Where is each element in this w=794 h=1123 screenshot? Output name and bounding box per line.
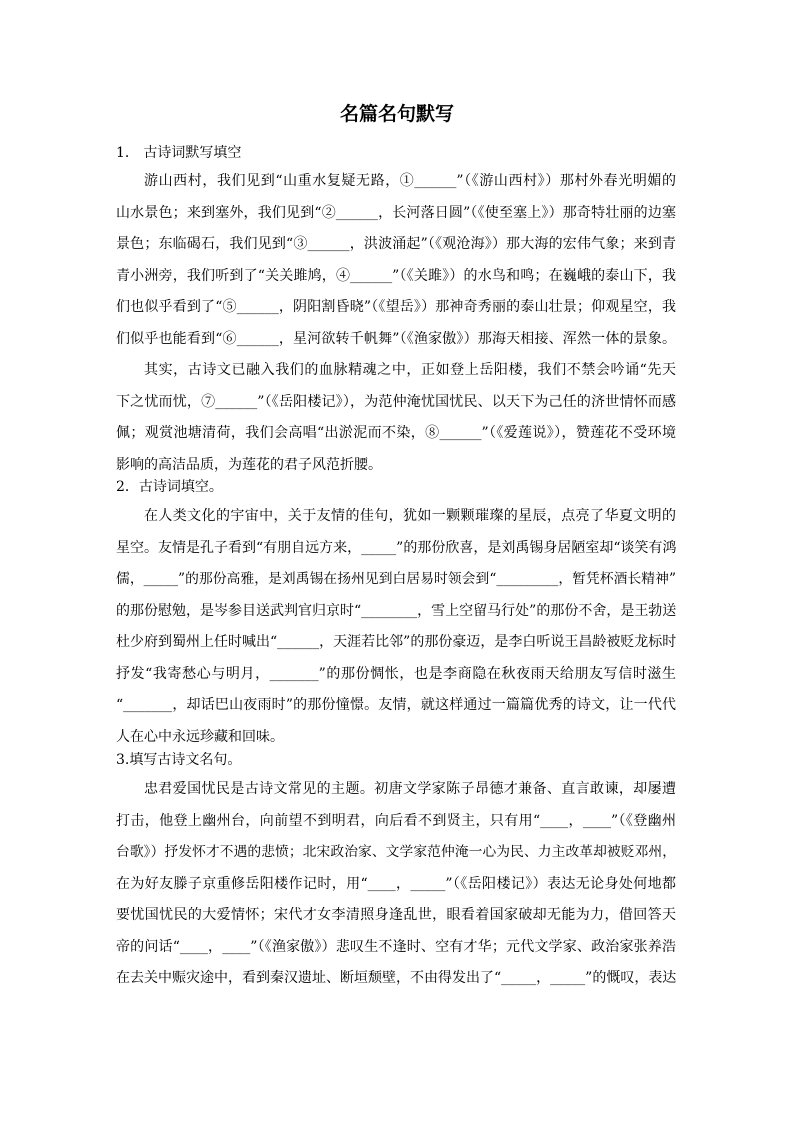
paragraph-line: 忠君爱国忧民是古诗文常见的主题。初唐文学家陈子昂德才兼备、直言敢谏，却屡遭 — [144, 781, 676, 797]
question-3-heading: 3.填写古诗文名句。 — [116, 752, 242, 768]
paragraph-line: 影响的高洁品质，为莲花的君子风范折腰。 — [116, 456, 382, 473]
question-1-heading: 1． 古诗词默写填空 — [116, 145, 242, 161]
paragraph-line: 在人类文化的宇宙中，关于友情的佳句，犹如一颗颗璀璨的星辰，点亮了华夏文明的 — [144, 508, 676, 524]
paragraph-line: 山水景色；来到塞外，我们见到“②______，长河落日圆”（《使至塞上》）那奇特壮丽的边塞 — [116, 204, 676, 221]
paragraph-line: 其实，古诗文已融入我们的血脉精魂之中，正如登上岳阳楼，我们不禁会吟诵“先天 — [144, 362, 676, 378]
question-3-paragraph — [116, 774, 676, 995]
paragraph-line: 的那份慰勉，是岑参目送武判官归京时“________，雪上空留马行处”的那份不舍，是王勃送 — [116, 602, 676, 619]
paragraph-line: 青小洲旁，我们听到了“关关雎鸠，④______”（《关雎》）的水鸟和鸣；在巍峨的泰山下，我 — [116, 267, 676, 284]
question-1-paragraph — [116, 166, 676, 481]
page-title: 名篇名句默写 — [339, 103, 454, 125]
paragraph-line: 打击，他登上幽州台，向前望不到明君，向后看不到贤主，只有用“____，____”（《登幽州 — [116, 812, 676, 829]
paragraph-line: 抒发“我寄愁心与明月，_______”的那份惆怅，也是李商隐在秋夜雨天给朋友写信时滋生 — [116, 665, 676, 682]
paragraph-line: “_______，却话巴山夜雨时”的那份憧憬。友情，就这样通过一篇篇优秀的诗文，让一代代 — [116, 697, 676, 713]
paragraph-line: 杜少府到蜀州上任时喊出“______，天涯若比邻”的那份豪迈，是李白听说王昌龄被贬龙标时 — [116, 634, 676, 650]
paragraph-line: 在为好友滕子京重修岳阳楼作记时，用“____，_____”（《岳阳楼记》）表达无论身处何地都 — [116, 875, 676, 892]
paragraph-line: 佩；观赏池塘清荷，我们会高唱“出淤泥而不染，⑧______”（《爱莲说》），赞莲花不受环境 — [116, 425, 676, 441]
paragraph-line: 景色；东临碣石，我们见到“③______，洪波涌起”（《观沧海》）那大海的宏伟气象；来到青 — [116, 236, 676, 252]
paragraph-line: 在去关中赈灾途中，看到秦汉遗址、断垣颓壁，不由得发出了“_____，_____”的慨叹，表达 — [116, 970, 676, 986]
paragraph-line: 游山西村，我们见到“山重水复疑无路，①______”（《游山西村》）那村外春光明媚的 — [144, 173, 676, 189]
paragraph-line: 帝的问话“____，____”（《渔家傲》）悲叹生不逢时、空有才华；元代文学家、政治家张养浩 — [116, 938, 676, 955]
paragraph-line: 要忧国忧民的大爱情怀；宋代才女李清照身逢乱世，眼看着国家破却无能为力，借回答天 — [116, 907, 676, 923]
paragraph-line: 下之忧而忧，⑦______”（《岳阳楼记》），为范仲淹忧国忧民、以天下为己任的济世情怀而感 — [116, 393, 676, 410]
question-2-heading: 2．古诗词填空。 — [116, 479, 223, 495]
paragraph-line: 儒，_____”的那份高雅，是刘禹锡在扬州见到白居易时领会到“_________，暂凭杯酒长精神” — [116, 571, 676, 587]
paragraph-line: 星空。友情是孔子看到“有朋自远方来，_____”的那份欣喜，是刘禹锡身居陋室却“谈笑有鸿 — [116, 539, 676, 556]
paragraph-line: 们似乎也能看到“⑥______，星河欲转千帆舞”（《渔家傲》）那海天相接、浑然一体的景象。 — [116, 330, 676, 347]
paragraph-line: 们也似乎看到了“⑤______，阴阳割昏晓”（《望岳》）那神奇秀丽的泰山壮景；仰观星空，我 — [116, 299, 676, 315]
paragraph-line: 人在心中永远珍藏和回味。 — [116, 728, 284, 745]
question-2-paragraph — [116, 501, 676, 753]
paragraph-line: 台歌》）抒发怀才不遇的悲愤；北宋政治家、文学家范仲淹一心为民、力主改革却被贬邓州， — [116, 844, 676, 860]
